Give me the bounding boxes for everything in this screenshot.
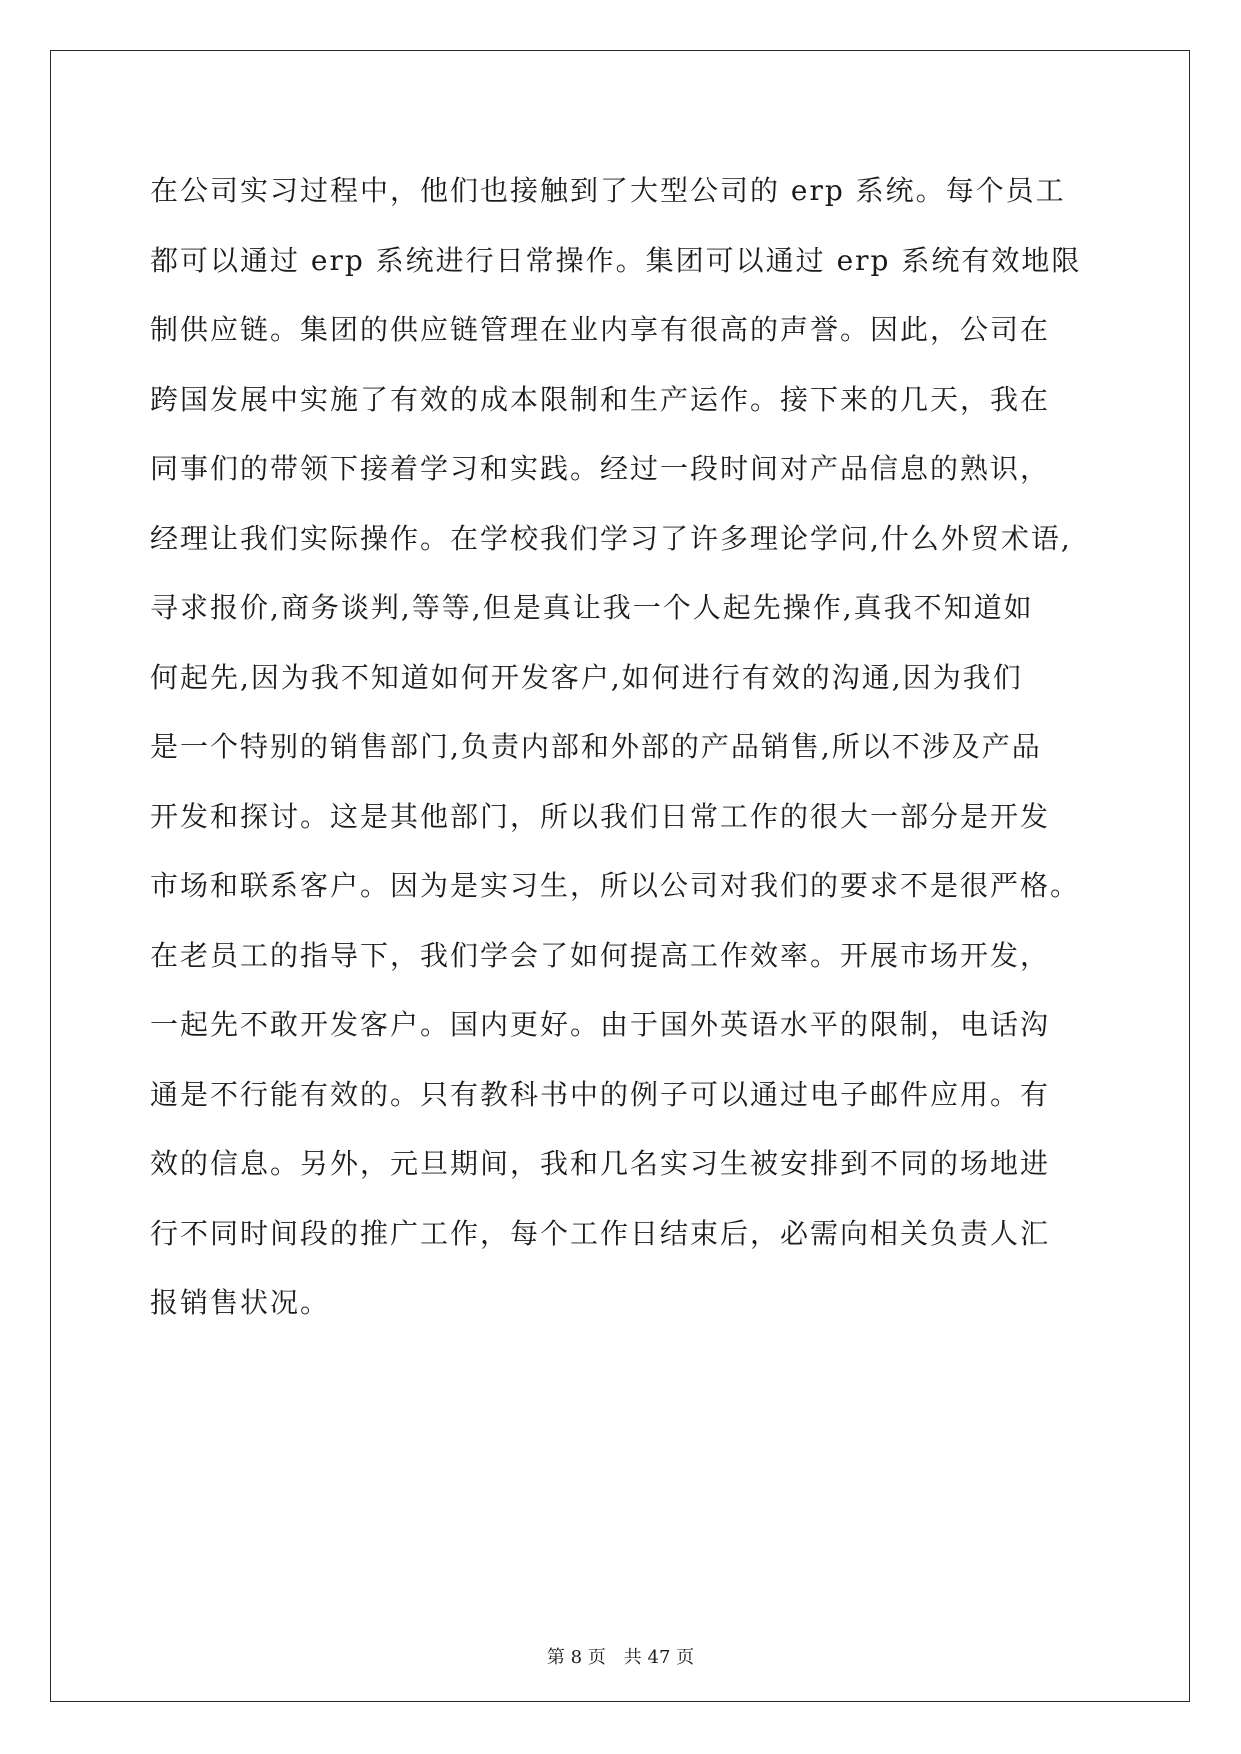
text-line: 跨国发展中实施了有效的成本限制和生产运作。接下来的几天，我在 (150, 382, 1051, 416)
text-line: 开发和探讨。这是其他部门，所以我们日常工作的很大一部分是开发 (150, 799, 1051, 833)
text-line: 何起先,因为我不知道如何开发客户,如何进行有效的沟通,因为我们 (150, 660, 1023, 694)
text-line: 在老员工的指导下，我们学会了如何提高工作效率。开展市场开发， (150, 938, 1051, 972)
text-line: 是一个特别的销售部门,负责内部和外部的产品销售,所以不涉及产品 (150, 730, 1042, 763)
text-line: 经理让我们实际操作。在学校我们学习了许多理论学问,什么外贸术语, (150, 521, 1072, 555)
text-line: 效的信息。另外，元旦期间，我和几名实习生被安排到不同的场地进 (150, 1147, 1051, 1180)
current-page-number: 第 8 页 (546, 1647, 606, 1668)
text-line: 制供应链。集团的供应链管理在业内享有很高的声誉。因此，公司在 (150, 313, 1051, 346)
text-line: 通是不行能有效的。只有教科书中的例子可以通过电子邮件应用。有 (150, 1077, 1051, 1111)
text-line: 一起先不敢开发客户。国内更好。由于国外英语水平的限制，电话沟 (150, 1008, 1051, 1041)
text-line: 报销售状况。 (150, 1286, 331, 1319)
document-body (150, 163, 1090, 1345)
text-line: 都可以通过 erp 系统进行日常操作。集团可以通过 erp 系统有效地限 (150, 243, 1082, 277)
total-pages: 共 47 页 (623, 1647, 695, 1668)
text-line: 市场和联系客户。因为是实习生，所以公司对我们的要求不是很严格。 (150, 869, 1081, 902)
text-line: 寻求报价,商务谈判,等等,但是真让我一个人起先操作,真我不知道如 (150, 591, 1034, 624)
page-footer (0, 1643, 1241, 1669)
text-line: 同事们的带领下接着学习和实践。经过一段时间对产品信息的熟识， (150, 452, 1051, 485)
text-line: 行不同时间段的推广工作，每个工作日结束后，必需向相关负责人汇 (150, 1216, 1051, 1250)
text-line: 在公司实习过程中，他们也接触到了大型公司的 erp 系统。每个员工 (150, 174, 1066, 207)
